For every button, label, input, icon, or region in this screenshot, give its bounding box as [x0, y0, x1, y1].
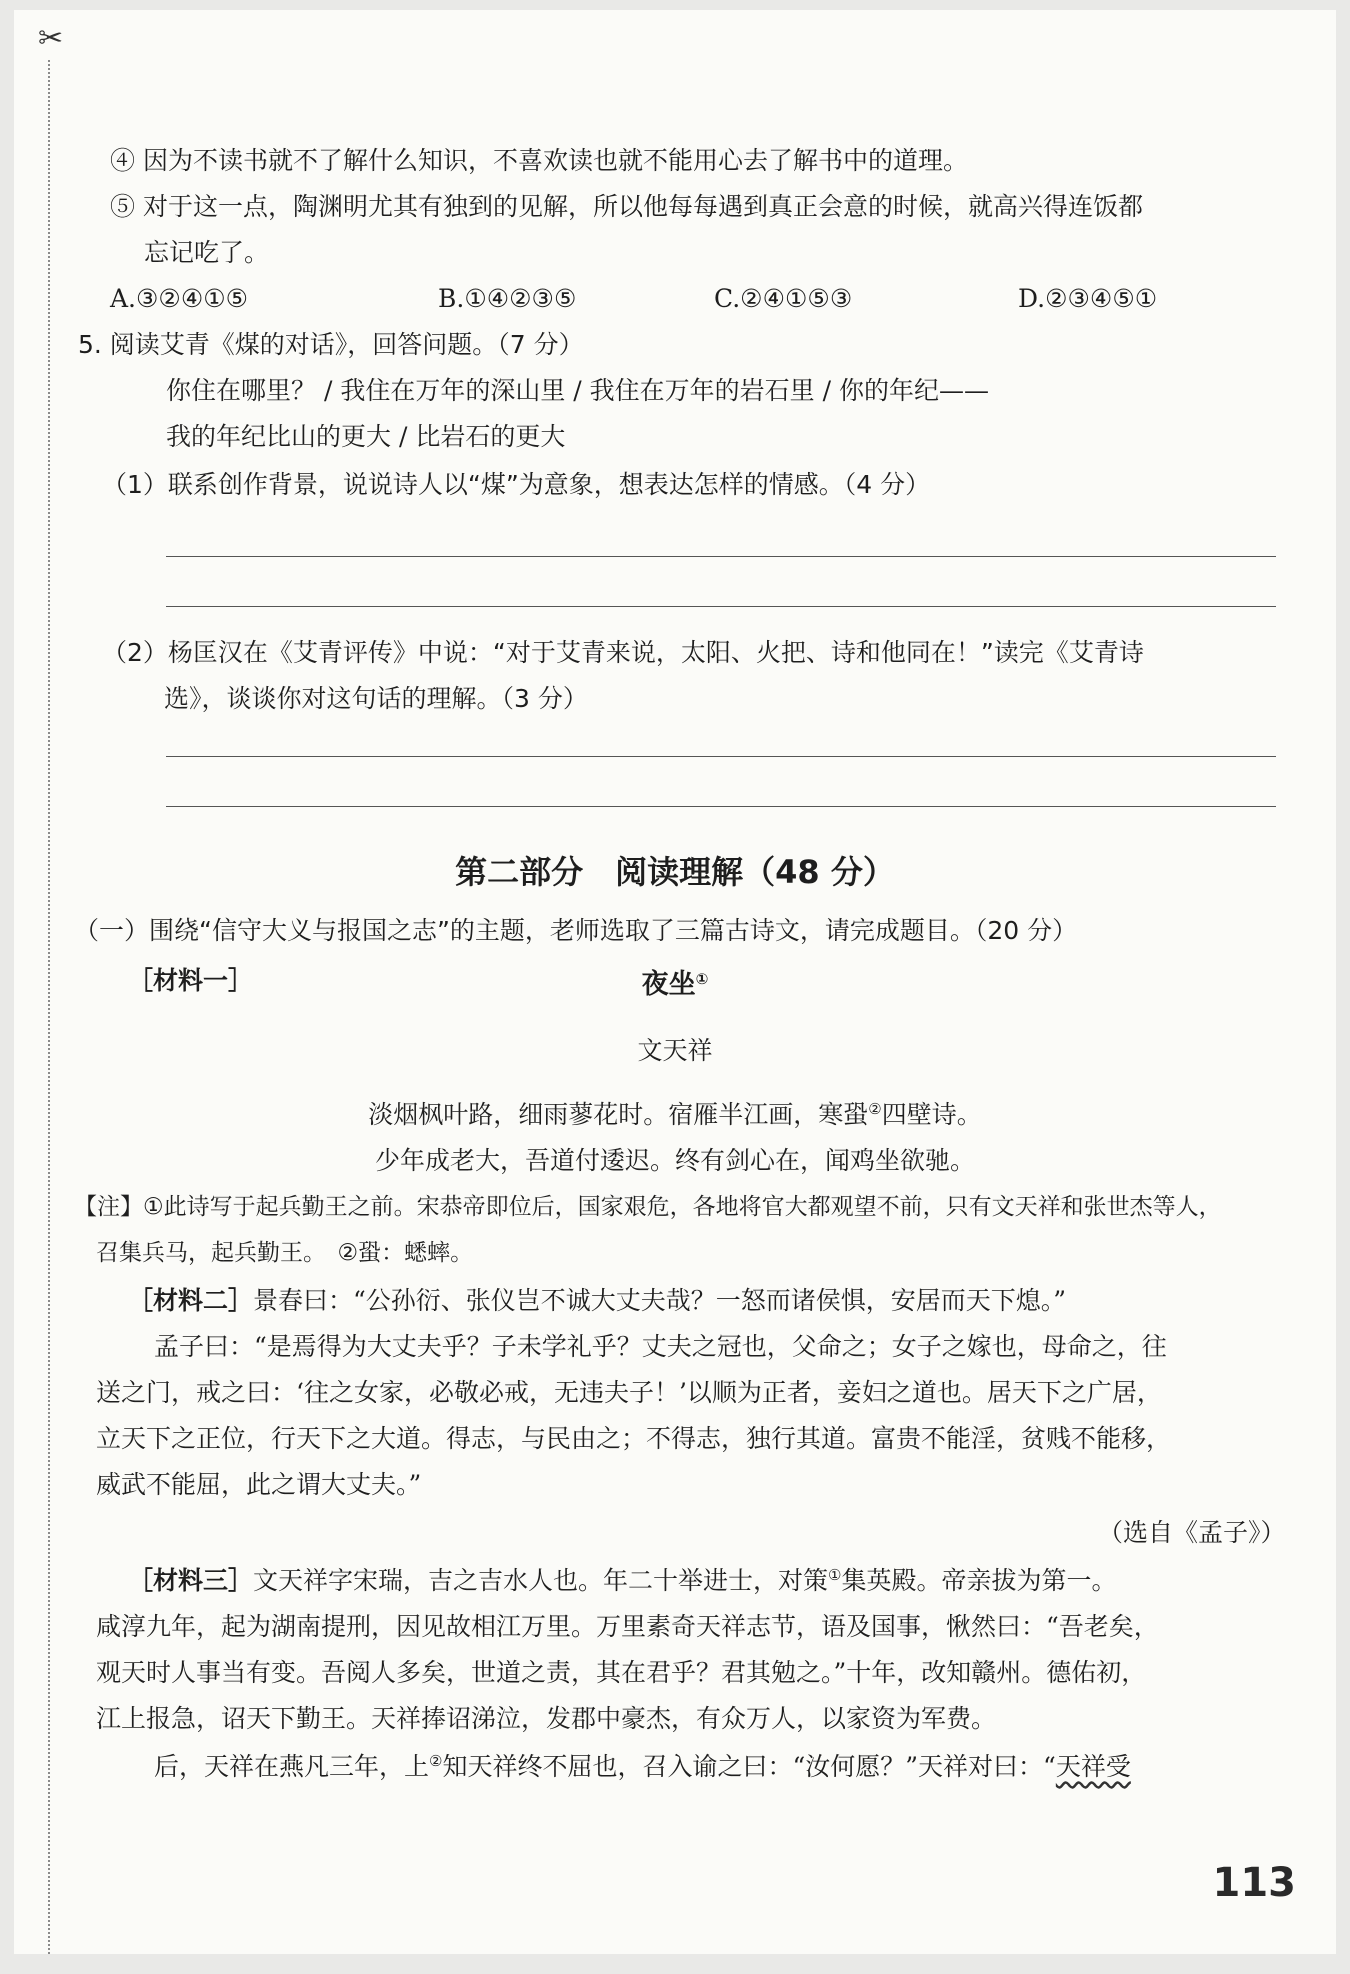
worksheet-page [14, 10, 1336, 1954]
poem-line-1a: 淡烟枫叶路，细雨蓼花时。宿雁半江画，寒蛩 [368, 1100, 869, 1129]
q5-title: 5. 阅读艾青《煤的对话》，回答问题。（7 分） [78, 330, 584, 359]
poem-line-1b: 四壁诗。 [881, 1100, 982, 1129]
poem-author: 文天祥 [637, 1036, 713, 1065]
q4-option-c: C.②④①⑤③ [714, 284, 853, 313]
poem-line-2: 少年成老大，吾道付逶迟。终有剑心在，闻鸡坐欲驰。 [374, 1146, 975, 1175]
footnote-mark: ② [868, 1100, 882, 1118]
material-2-line2: 孟子曰：“是焉得为大丈夫乎？子未学礼乎？丈夫之冠也，父命之；女子之嫁也，母命之，往 [154, 1332, 1167, 1361]
q5-subquestion-2-line1: （2）杨匡汉在《艾青评传》中说：“对于艾青来说，太阳、火把、诗和他同在！”读完《艾青诗 [102, 638, 1144, 667]
q4-option-b: B.①④②③⑤ [438, 284, 577, 313]
poem-note-line2: 召集兵马，起兵勤王。 ②蛩：蟋蟀。 [96, 1240, 474, 1266]
q4-item-5-line2: 忘记吃了。 [144, 238, 270, 267]
footnote-mark: ② [429, 1752, 443, 1770]
q5-poem-line1: 你住在哪里？ / 我住在万年的深山里 / 我住在万年的岩石里 / 你的年纪—— [166, 376, 989, 405]
material-3-line2: 咸淳九年，起为湖南提刑，因见故相江万里。万里素奇天祥志节，语及国事，愀然曰：“吾老矣， [96, 1612, 1159, 1641]
material-3-line5 [154, 1750, 1131, 1784]
material-3-line5b: 知天祥终不屈也，召入谕之曰：“汝何愿？”天祥对曰：“ [442, 1752, 1056, 1781]
material-3-line1 [128, 1564, 1117, 1598]
cut-line [48, 60, 50, 1954]
material-1-label: ［材料一］ [128, 966, 254, 995]
q4-item-4: ④ 因为不读书就不了解什么知识，不喜欢读也就不能用心去了解书中的道理。 [110, 146, 968, 175]
material-3-line5a: 后，天祥在燕凡三年，上 [154, 1752, 430, 1781]
material-2-source: （选自《孟子》） [1098, 1518, 1286, 1547]
answer-line[interactable] [166, 756, 1276, 757]
poem-title-text: 夜坐 [641, 969, 696, 1000]
section-1-instruction: （一）围绕“信守大义与报国之志”的主题，老师选取了三篇古诗文，请完成题目。（20 分） [74, 916, 1078, 945]
poem-line-1 [14, 1098, 1336, 1132]
page-number: 113 [1212, 1860, 1296, 1906]
material-2-line5: 威武不能屈，此之谓大丈夫。” [96, 1470, 422, 1499]
q5-subquestion-2-line2: 选》，谈谈你对这句话的理解。（3 分） [164, 684, 588, 713]
material-2-line3: 送之门，戒之曰：‘往之女家，必敬必戒，无违夫子！’以顺为正者，妾妇之道也。居天下之广居， [96, 1378, 1162, 1407]
material-2-line1 [128, 1284, 1066, 1318]
poem-note-line1: 【注】①此诗写于起兵勤王之前。宋恭帝即位后，国家艰危，各地将官大都观望不前，只有文天祥和张世杰等人， [74, 1194, 1222, 1220]
q5-subquestion-1: （1）联系创作背景，说说诗人以“煤”为意象，想表达怎样的情感。（4 分） [102, 470, 931, 499]
scissors-icon: ✂ [38, 21, 64, 56]
q4-item-5-line1: ⑤ 对于这一点，陶渊明尤其有独到的见解，所以他每每遇到真正会意的时候，就高兴得连饭都 [110, 192, 1143, 221]
material-3-line3: 观天时人事当有变。吾阅人多矣，世道之责，其在君乎？君其勉之。”十年，改知赣州。德佑初， [96, 1658, 1147, 1687]
material-2-text: 景春曰：“公孙衍、张仪岂不诚大丈夫哉？一怒而诸侯惧，安居而天下熄。” [253, 1286, 1067, 1315]
material-2-line4: 立天下之正位，行天下之大道。得志，与民由之；不得志，独行其道。富贵不能淫，贫贱不能移， [96, 1424, 1172, 1453]
footnote-mark: ① [695, 970, 709, 988]
q4-option-d: D.②③④⑤① [1018, 284, 1158, 313]
answer-line[interactable] [166, 556, 1276, 557]
poem-title [14, 968, 1336, 1002]
part2-heading: 第二部分 阅读理解（48 分） [455, 853, 895, 891]
material-3-line4: 江上报急，诏天下勤王。天祥捧诏涕泣，发郡中豪杰，有众万人，以家资为军费。 [96, 1704, 997, 1733]
material-3-text-a: 文天祥字宋瑞，吉之吉水人也。年二十举进士，对策 [253, 1566, 829, 1595]
answer-line[interactable] [166, 806, 1276, 807]
material-3-label: ［材料三］ [128, 1566, 254, 1595]
footnote-mark: ① [828, 1566, 842, 1584]
q5-poem-line2: 我的年纪比山的更大 / 比岩石的更大 [166, 422, 566, 451]
answer-line[interactable] [166, 606, 1276, 607]
material-3-text-b: 集英殿。帝亲拔为第一。 [841, 1566, 1117, 1595]
material-2-label: ［材料二］ [128, 1286, 254, 1315]
wavy-underlined-text: 天祥受 [1055, 1752, 1131, 1781]
q4-option-a: A.③②④①⑤ [110, 284, 249, 313]
